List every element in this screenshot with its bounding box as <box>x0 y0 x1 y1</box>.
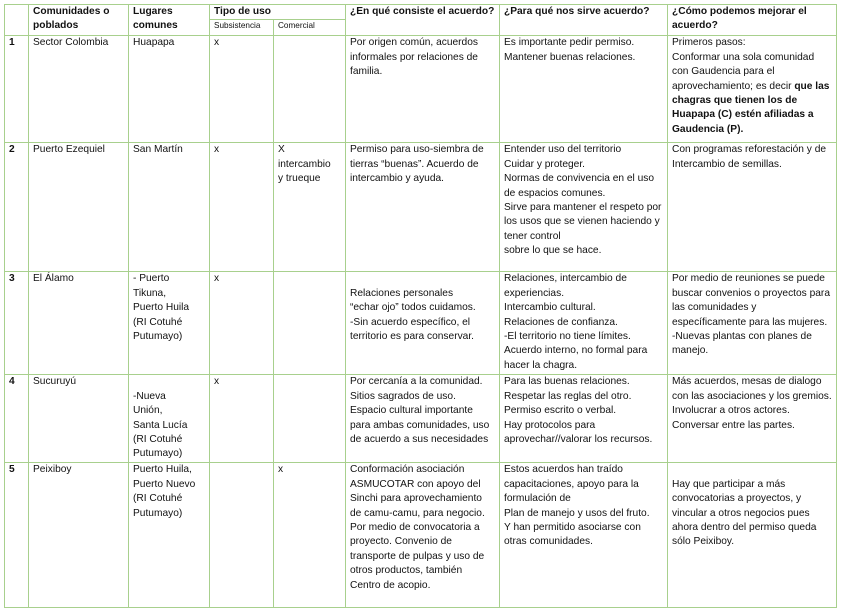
cell-como <box>668 36 837 143</box>
table-row <box>5 36 837 143</box>
header-en-que: ¿En qué consiste el acuerdo? <box>346 5 500 36</box>
table-row <box>5 375 837 463</box>
cell-comunidad: Sector Colombia <box>29 36 129 143</box>
cell-comunidad: Puerto Ezequiel <box>29 143 129 272</box>
header-lugares: Lugares comunes <box>129 5 210 36</box>
cell-como: Más acuerdos, mesas de dialogo con las asociaciones y los gremios. Involucrar a otros actores. Conversar entre las partes. <box>668 375 837 463</box>
header-comunidades: Comunidades o poblados <box>29 5 129 36</box>
acuerdos-table <box>4 4 837 608</box>
header-subsistencia: Subsistencia <box>210 20 274 36</box>
cell-lugares: Huapapa <box>129 36 210 143</box>
header-comercial: Comercial <box>274 20 346 36</box>
table-row <box>5 272 837 375</box>
cell-subsistencia: x <box>210 36 274 143</box>
cell-en-que: Relaciones personales “echar ojo” todos cuidamos. -Sin acuerdo específico, el territorio es para conservar. <box>346 272 500 375</box>
cell-comercial <box>274 272 346 375</box>
header-num <box>5 5 29 36</box>
cell-para-que: Es importante pedir permiso. Mantener buenas relaciones. <box>500 36 668 143</box>
cell-lugares: Puerto Huila, Puerto Nuevo (RI Cotuhé Putumayo) <box>129 463 210 608</box>
cell-comunidad: El Álamo <box>29 272 129 375</box>
cell-lugares: - Puerto Tikuna, Puerto Huila (RI Cotuhé Putumayo) <box>129 272 210 375</box>
cell-subsistencia: x <box>210 143 274 272</box>
table-row <box>5 143 837 272</box>
header-para-que: ¿Para qué nos sirve acuerdo? <box>500 5 668 36</box>
cell-para-que: Relaciones, intercambio de experiencias. Intercambio cultural. Relaciones de confianza. -El territorio no tiene límites. Acuerdo interno, no formal para hacer la chagra. <box>500 272 668 375</box>
row-number: 5 <box>5 463 29 608</box>
row-number: 1 <box>5 36 29 143</box>
cell-subsistencia: x <box>210 375 274 463</box>
row-number: 4 <box>5 375 29 463</box>
cell-como: Con programas reforestación y de Intercambio de semillas. <box>668 143 837 272</box>
row-number: 3 <box>5 272 29 375</box>
cell-como-text: Primeros pasos: Conformar una sola comunidad con Gaudencia para el aprovechamiento; es decir <box>672 37 815 92</box>
cell-en-que: Por origen común, acuerdos informales por relaciones de familia. <box>346 36 500 143</box>
cell-comercial: x <box>274 463 346 608</box>
header-row-1 <box>5 5 837 20</box>
cell-para-que: Entender uso del territorio Cuidar y proteger. Normas de convivencia en el uso de espacios comunes. Sirve para mantener el respeto por los usos que se vienen haciendo y tener control sobre lo que se hace. <box>500 143 668 272</box>
cell-como: Hay que participar a más convocatorias a proyectos, y vincular a otros negocios pues ahora dentro del permiso queda sólo Peixiboy. <box>668 463 837 608</box>
cell-para-que: Estos acuerdos han traído capacitaciones, apoyo para la formulación de Plan de manejo y usos del fruto. Y han permitido asociarse con otras comunidades. <box>500 463 668 608</box>
cell-comercial: X intercambio y trueque <box>274 143 346 272</box>
cell-como-bold-text: que las chagras que tienen los de Huapapa (C) estén afiliadas a Gaudencia (P). <box>672 80 830 135</box>
cell-comercial <box>274 375 346 463</box>
cell-como: Por medio de reuniones se puede buscar convenios o proyectos para las comunidades y específicamente para las mujeres. -Nuevas plantas con planes de manejo. <box>668 272 837 375</box>
row-number: 2 <box>5 143 29 272</box>
cell-en-que: Permiso para uso-siembra de tierras “buenas”. Acuerdo de intercambio y ayuda. <box>346 143 500 272</box>
cell-comercial <box>274 36 346 143</box>
cell-en-que: Por cercanía a la comunidad. Sitios sagrados de uso. Espacio cultural importante para ambas comunidades, uso de acuerdo a sus necesidades <box>346 375 500 463</box>
cell-en-que: Conformación asociación ASMUCOTAR con apoyo del Sinchi para aprovechamiento de camu-camu, para negocio. Por medio de convocatoria a proyecto. Convenio de transporte de pulpas y uso de otros productos, también Centro de acopio. <box>346 463 500 608</box>
cell-lugares: San Martín <box>129 143 210 272</box>
cell-lugares: -Nueva Unión, Santa Lucía (RI Cotuhé Putumayo) <box>129 375 210 463</box>
header-como: ¿Cómo podemos mejorar el acuerdo? <box>668 5 837 36</box>
header-tipo-uso: Tipo de uso <box>210 5 346 20</box>
cell-subsistencia: x <box>210 272 274 375</box>
cell-comunidad: Peixiboy <box>29 463 129 608</box>
cell-subsistencia <box>210 463 274 608</box>
table-row <box>5 463 837 608</box>
cell-comunidad: Sucuruyú <box>29 375 129 463</box>
cell-para-que: Para las buenas relaciones. Respetar las reglas del otro. Permiso escrito o verbal. Hay protocolos para aprovechar//valorar los recursos. <box>500 375 668 463</box>
